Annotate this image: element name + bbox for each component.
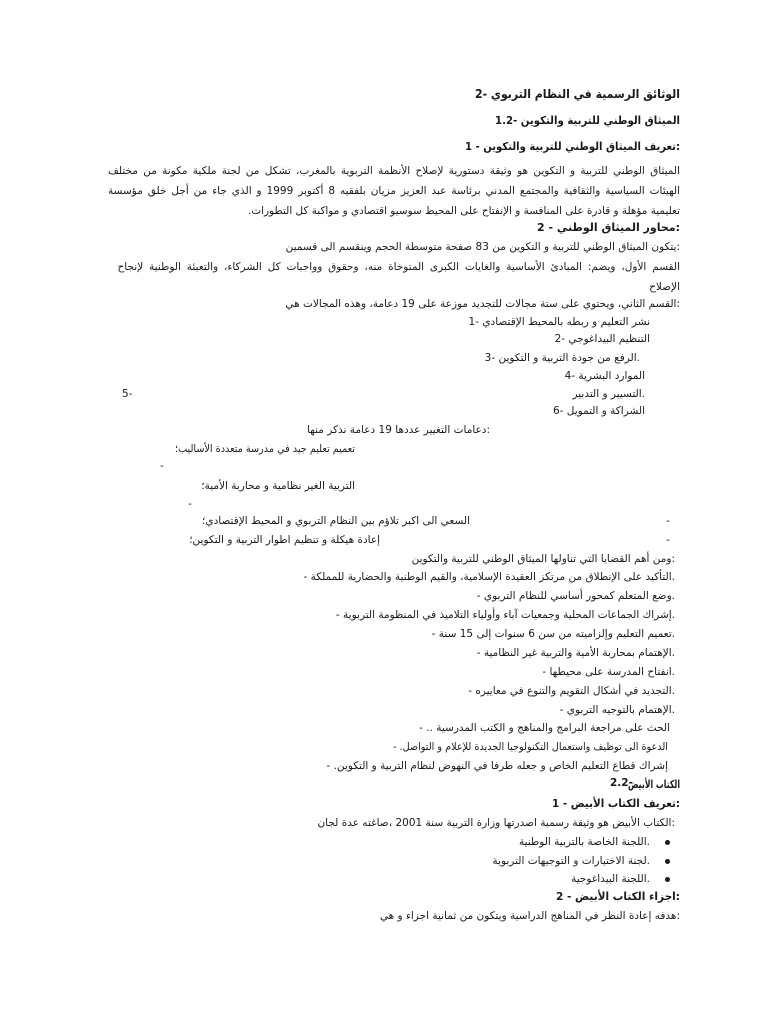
charter-field-item: الشراكة و التمويل -6 — [552, 405, 645, 417]
charter-axes-intro: :يتكون الميثاق الوطني للتربية و التكوين من 83 صفحة متوسطة الحجم وينقسم الى قسمين — [285, 241, 680, 253]
charter-field-item: .الرفع من جودة التربية و التكوين -3 — [484, 352, 640, 364]
charter-part-one-line: الإصلاح — [649, 281, 680, 293]
charter-pillar-item: التربية الغير نظامية و محاربة الأمية؛ — [201, 480, 355, 492]
charter-issue-item: .تعميم التعليم وإلزاميته من سن 6 سنوات إلى 15 سنة - — [431, 628, 675, 640]
charter-issues-intro: :ومن أهم القضايا التي تناولها الميثاق الوطني للتربية والتكوين — [411, 553, 675, 565]
charter-heading: الميثاق الوطني للتربية والتكوين -1.2 — [495, 114, 680, 127]
charter-issue-item: الدعوة الى توظيف واستعمال التكنولوجيا الجديدة للإعلام و التواصل. - — [392, 741, 668, 753]
charter-issue-item: .التجديد في أشكال التقويم والتنوع في معاييره - — [468, 685, 675, 697]
charter-pillar-item: إعادة هيكلة و تنظيم اطوار التربية و التكوين؛ — [189, 534, 380, 546]
charter-issue-item: الحث على مراجعة البرامج والمناهج و الكتب المدرسية .. - — [419, 722, 670, 734]
white-book-committee-item: .اللجنة الخاصة بالتربية الوطنية — [518, 836, 650, 848]
charter-field-item: التنظيم البيداغوجي -2 — [554, 333, 650, 345]
charter-pillar-item: تعميم تعليم جيد في مدرسة متعددة الأساليب؛ — [175, 443, 355, 455]
white-book-committee-item: .لجنة الاختيارات و التوجيهات التربوية — [492, 855, 650, 867]
list-marker-dash: - — [188, 498, 192, 510]
charter-part-two: :القسم الثاني، ويحتوي على ستة مجالات للتجديد موزعة على 19 دعامة، وهذه المجالات هي — [285, 298, 680, 310]
charter-issue-item: .انفتاح المدرسة على محيطها - — [542, 666, 675, 678]
charter-pillar-item: السعي الى اكبر تلاؤم بين النظام التربوي و المحيط الإقتصادي؛ — [202, 515, 470, 527]
white-book-definition: :الكتاب الأبيض هو وثيقة رسمية اصدرتها وزارة التربية سنة 2001 ،صاغته عدة لجان — [317, 817, 675, 829]
white-book-number: 2.2- — [610, 777, 633, 789]
list-marker-dash: - — [666, 534, 670, 546]
charter-field-item: نشر التعليم و ربطه بالمحيط الإقتصادي -1 — [468, 316, 650, 328]
white-book-parts-intro: :هدفه إعادة النظر في المناهج الدراسية ويتكون من ثمانية اجزاء و هي — [379, 910, 680, 922]
charter-pillars-intro: :دعامات التغيير عددها 19 دعامة نذكر منها — [307, 424, 490, 436]
charter-issue-item: .الإهتمام بالتوجيه التربوي - — [559, 704, 675, 716]
list-marker-dash: - — [666, 515, 670, 527]
charter-issue-item: إشراك قطاع التعليم الخاص و جعله طرفا في النهوض لنظام التربية و التكوين. - — [326, 760, 668, 772]
bullet-icon — [665, 877, 670, 882]
charter-axes-heading: :محاور الميثاق الوطني - 2 — [537, 221, 680, 234]
charter-definition-line: تعليمية مؤهلة و قادرة على المنافسة و الإنفتاح على المحيط سوسيو اقتصادي و مواكبة كل التطورات. — [247, 205, 680, 217]
white-book-definition-heading: :تعريف الكتاب الأبيض - 1 — [552, 797, 680, 810]
white-book-parts-heading: :اجزاء الكتاب الأبيض - 2 — [555, 890, 680, 903]
list-marker-dash: - — [160, 460, 164, 472]
white-book-heading: الكتاب الأبيض — [628, 778, 680, 791]
charter-issue-item: .وضع المتعلم كمحور أساسي للنظام التربوي - — [476, 590, 675, 602]
charter-field-stray-number: 5- — [122, 388, 133, 400]
bullet-icon — [665, 840, 670, 845]
bullet-icon — [665, 859, 670, 864]
charter-field-item: الموارد البشرية -4 — [564, 370, 645, 382]
charter-definition-heading: :تعريف الميثاق الوطني للتربية والتكوين - 1 — [465, 140, 680, 153]
charter-issue-item: .التأكيد على الإنطلاق من مرتكز العقيدة الإسلامية، والقيم الوطنية والحضارية للمملكة - — [303, 571, 675, 583]
charter-part-one-line: القسم الأول، ويضم: المبادئ الأساسية والغايات الكبرى المتوخاة منه، وحقوق وواجبات كل الشركاء، والتعبئة الوطنية لإنجاح — [117, 261, 680, 273]
charter-definition-line: الميثاق الوطني للتربية و التكوين هو وثيقة دستورية لإصلاح الأنظمة التربوية بالمغرب، تشكل من لجنة ملكية مكونة من مختلف — [108, 165, 680, 177]
document-title: الوثائق الرسمية في النظام التربوي -2 — [474, 87, 680, 101]
white-book-committee-item: .اللجنة البيداغوجية — [571, 873, 650, 885]
charter-issue-item: .إشراك الجماعات المحلية وجمعيات آباء وأولياء التلاميذ في المنظومة التربوية - — [335, 609, 675, 621]
charter-definition-line: الهيئات السياسية والثقافية والمجتمع المدني برئاسة عبد العزيز مزيان بلفقيه 8 أكتوبر 1999 و الذي جاء من أجل خلق مؤسسة — [107, 185, 680, 197]
charter-issue-item: .الإهتمام بمحاربة الأمية والتربية غير النظامية - — [476, 647, 675, 659]
charter-field-item: .التسيير و التدبير — [572, 388, 645, 400]
